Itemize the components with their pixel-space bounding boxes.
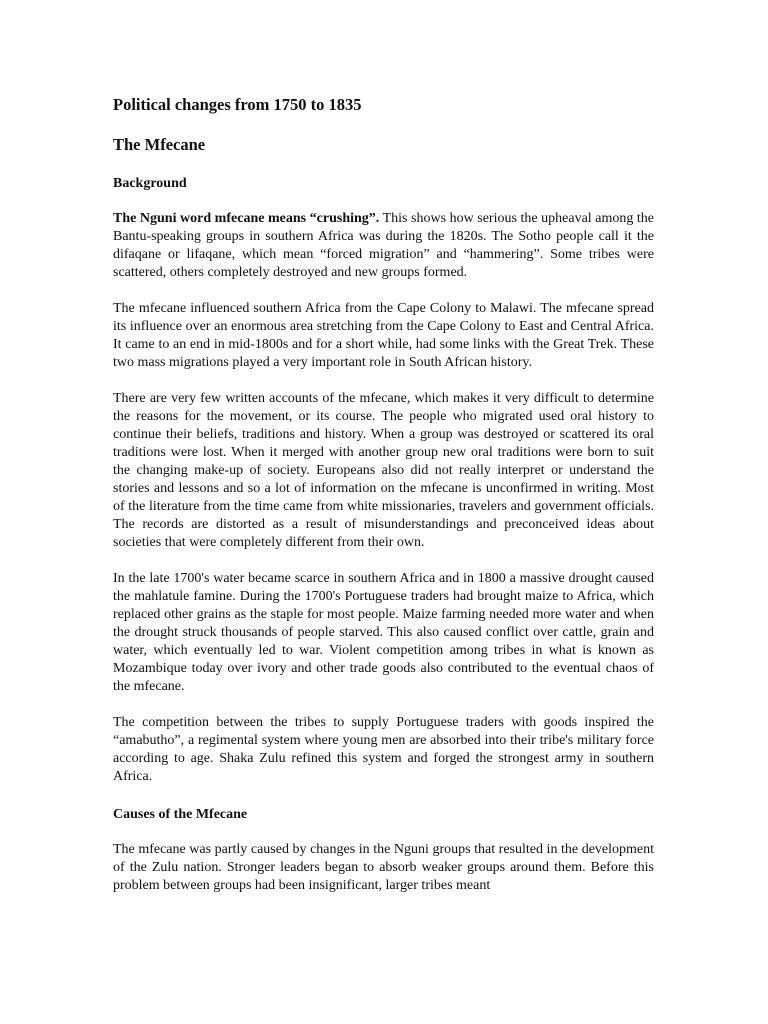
section-heading-background: Background — [113, 176, 187, 191]
paragraph: In the late 1700's water became scarce in southern Africa and in 1800 a massive drought caused the mahlatule famine. During the 1700's Portuguese traders had brought maize to Africa, which replaced other grains as the staple for most people. Maize farming needed more water and when the drought struck thousands of people starved. This also caused conflict over cattle, grain and water, which eventually led to war. Violent competition among tribes in what is known as Mozambique today over ivory and other trade goods also contributed to the eventual chaos of the mfecane. — [113, 571, 654, 694]
paragraph — [113, 210, 654, 282]
paragraph: The competition between the tribes to supply Portuguese traders with goods inspired the “amabutho”, a regimental system where young men are absorbed into their tribe's military force according to age. Shaka Zulu refined this system and forged the strongest army in southern Africa. — [113, 715, 654, 784]
document-page — [113, 95, 654, 895]
paragraph: The mfecane was partly caused by changes in the Nguni groups that resulted in the development of the Zulu nation. Stronger leaders began to absorb weaker groups around them. Before this problem between groups had been insignificant, larger tribes meant — [113, 842, 654, 893]
paragraph: The mfecane influenced southern Africa from the Cape Colony to Malawi. The mfecane spread its influence over an enormous area stretching from the Cape Colony to East and Central Africa. It came to an end in mid-1800s and for a short while, had some links with the Great Trek. These two mass migrations played a very important role in South African history. — [113, 301, 654, 370]
paragraph: There are very few written accounts of the mfecane, which makes it very difficult to determine the reasons for the movement, or its course. The people who migrated used oral history to continue their beliefs, traditions and history. When a group was destroyed or scattered its oral traditions were lost. When it merged with another group new oral traditions were born to suit the changing make-up of society. Europeans also did not really interpret or understand the stories and lessons and so a lot of information on the mfecane is unconfirmed in writing. Most of the literature from the time came from white missionaries, travelers and government officials. The records are distorted as a result of misunderstandings and preconceived ideas about societies that were completely different from their own. — [113, 391, 654, 550]
paragraph-lead: The Nguni word mfecane means “crushing”. — [113, 211, 380, 226]
section-heading-causes: Causes of the Mfecane — [113, 807, 248, 822]
document-title: Political changes from 1750 to 1835 — [113, 95, 362, 114]
document-subtitle: The Mfecane — [113, 135, 206, 154]
paragraph-text: This shows how serious the upheaval among the Bantu-speaking groups in southern Africa was during the 1820s. The Sotho people call it the difaqane or lifaqane, which mean “forced migration” and “hammering”. Some tribes were scattered, others completely destroyed and new groups formed. — [113, 211, 654, 280]
